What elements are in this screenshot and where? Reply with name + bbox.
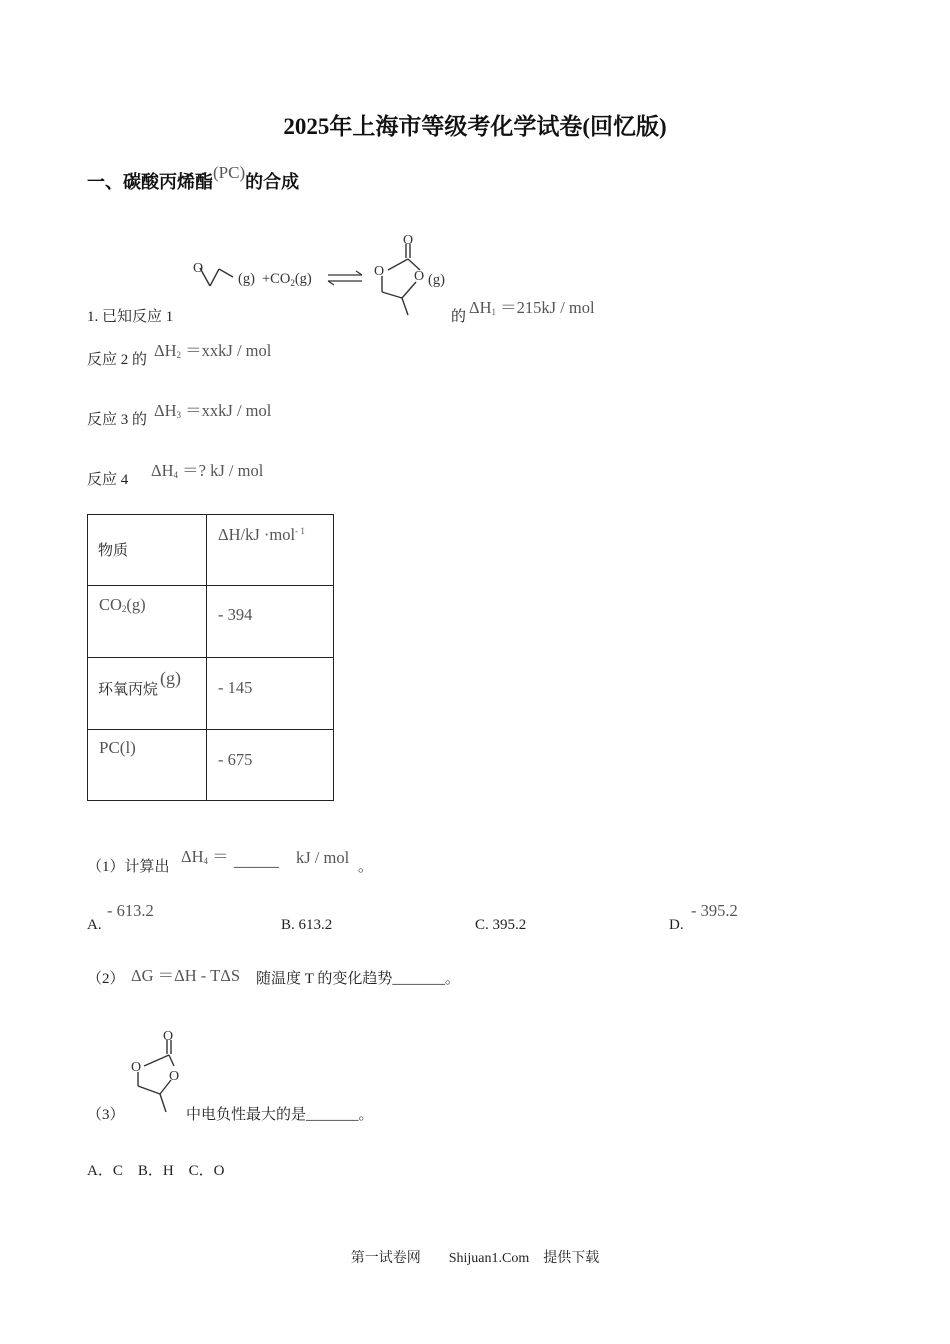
option-a-value: - 613.2 — [107, 901, 154, 920]
reaction3-enthalpy: $\Delta H_3$ ＝xxkJ / mol — [154, 401, 272, 420]
option-c: C. 395.2 — [475, 917, 527, 933]
table-row — [88, 658, 334, 730]
epoxide-o-atom: O — [193, 261, 204, 276]
q1-prefix: （1）计算出 — [87, 859, 170, 875]
header-dh-cell — [207, 515, 334, 586]
header-substance-cell — [88, 515, 207, 586]
substance-name: PC(l) — [99, 738, 136, 757]
substance-name: $CO_2(g)$ — [99, 595, 146, 614]
reaction-scheme — [180, 228, 460, 320]
q2-formula: ΔG ＝ΔH - TΔS — [131, 966, 240, 985]
enthalpy-table — [87, 514, 334, 801]
pc-o-top: O — [403, 233, 414, 248]
q2-text: 随温度 T 的变化趋势_______。 — [256, 971, 460, 987]
reaction2-prefix: 反应 2 的 — [87, 352, 148, 368]
q1-unit: kJ / mol — [296, 848, 350, 867]
q1-end: 。 — [358, 859, 374, 875]
dh-value-cell — [207, 730, 334, 801]
eq-plus-co2: $+CO_2(g)$ — [262, 271, 312, 288]
eq-g1: (g) — [238, 271, 255, 287]
substance-cell — [88, 658, 207, 730]
reaction2-enthalpy: $\Delta H_2$ ＝xxkJ / mol — [154, 341, 272, 360]
q3-o-right: O — [169, 1069, 180, 1084]
heading-text: 一、碳酸丙烯酯 — [87, 172, 213, 192]
reaction1-prefix: 1. 已知反应 1 — [87, 309, 174, 325]
reaction1-enthalpy: $\Delta H_1 =215kJ$ / mol — [469, 298, 595, 317]
dh-value: - 675 — [218, 750, 253, 769]
page-footer: 第一试卷网 Shijuan1.Com 提供下载 — [350, 1251, 600, 1266]
q3-options: A．C B．H C．O — [87, 1163, 225, 1179]
reaction4-prefix: 反应 4 — [87, 472, 129, 488]
heading-tail: 的合成 — [245, 172, 300, 192]
q3-pc-structure — [124, 1024, 188, 1116]
q1-enthalpy: $\Delta H_4$ ＝ — [181, 847, 229, 866]
table-header-row — [88, 515, 334, 586]
page-title: 2025年上海市等级考化学试卷(回忆版) — [283, 114, 667, 139]
pc-o-left: O — [374, 264, 385, 279]
option-d-label: D. — [669, 917, 684, 933]
reaction3-prefix: 反应 3 的 — [87, 412, 148, 428]
epoxide-structure — [200, 268, 233, 286]
reaction4-enthalpy: $\Delta H_4$ ＝? kJ / mol — [151, 461, 264, 480]
q1-blank: ______ — [234, 854, 279, 870]
option-a-label: A. — [87, 917, 102, 933]
dh-value-cell — [207, 658, 334, 730]
substance-cell — [88, 586, 207, 658]
section-heading — [87, 163, 300, 194]
equilibrium-arrow — [328, 271, 362, 285]
q3-o-top: O — [163, 1029, 174, 1044]
q3-prefix: （3） — [87, 1107, 125, 1123]
q2-prefix: （2） — [87, 971, 125, 987]
dh-value: - 145 — [218, 678, 253, 697]
dh-value-cell — [207, 586, 334, 658]
table-row — [88, 730, 334, 801]
option-d-value: - 395.2 — [691, 901, 738, 920]
header-dh: ΔH/kJ ·mol$^{- 1}$ — [218, 525, 305, 544]
substance-cell — [88, 730, 207, 801]
q3-o-left: O — [131, 1060, 142, 1075]
option-b: B. 613.2 — [281, 917, 333, 933]
pc-o-right: O — [414, 269, 425, 284]
q3-text: 中电负性最大的是_______。 — [186, 1107, 374, 1123]
reaction1-de: 的 — [451, 309, 467, 325]
substance-name: 环氧丙烷(g) — [98, 668, 182, 698]
header-substance: 物质 — [98, 543, 129, 559]
table-row — [88, 586, 334, 658]
dh-value: - 394 — [218, 605, 253, 624]
eq-g3: (g) — [428, 272, 445, 288]
heading-paren: (PC) — [213, 163, 246, 182]
